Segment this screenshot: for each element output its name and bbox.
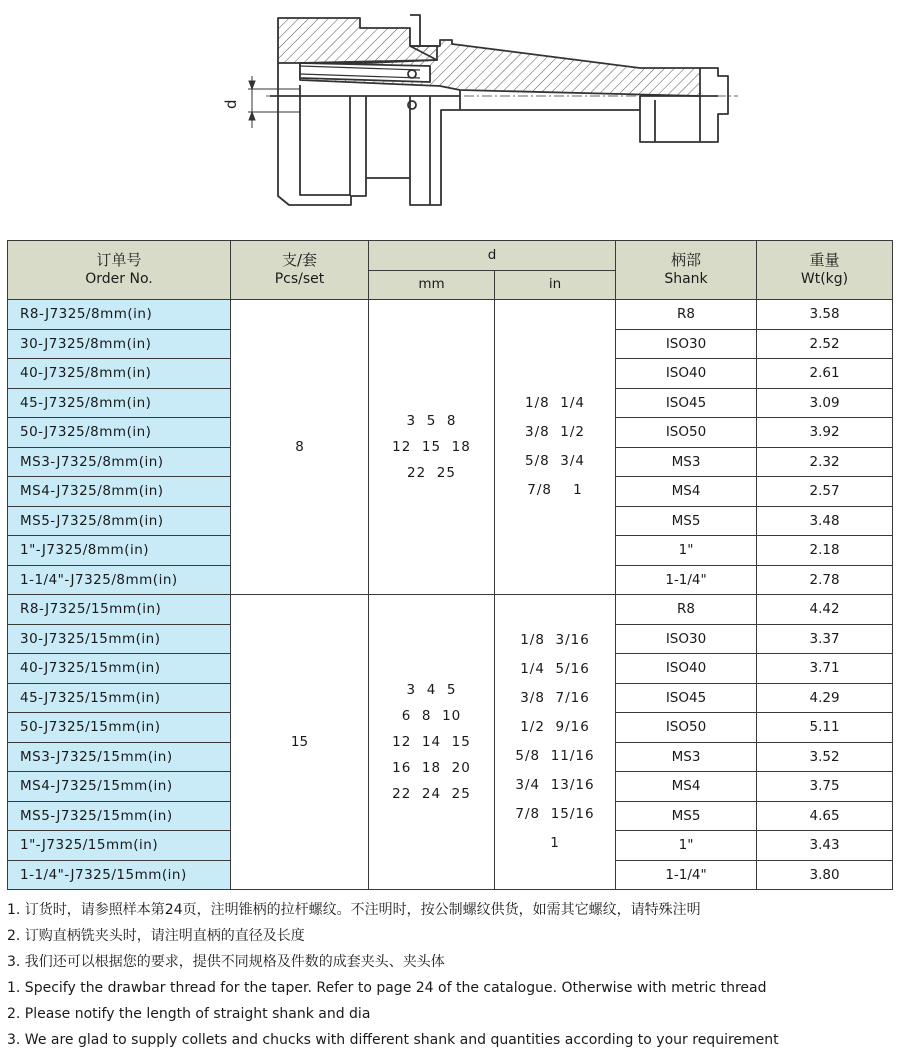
weight-cell: 3.52 bbox=[757, 742, 893, 772]
weight-cell: 3.80 bbox=[757, 860, 893, 890]
diameter-in-line: 7/8 15/16 bbox=[515, 806, 595, 822]
pcs-set-cell: 15 bbox=[231, 595, 369, 890]
diameter-in-line: 1/2 9/16 bbox=[520, 719, 590, 735]
diameter-mm-line: 3 4 5 bbox=[406, 682, 457, 698]
diameter-in-line: 1 bbox=[550, 835, 560, 851]
table-row bbox=[8, 300, 893, 330]
weight-cell: 4.65 bbox=[757, 801, 893, 831]
shank-cell: ISO30 bbox=[616, 329, 757, 359]
diameter-in-line: 3/4 13/16 bbox=[515, 777, 595, 793]
order-number-cell: MS3-J7325/8mm(in) bbox=[8, 447, 231, 477]
diameter-mm-line: 12 14 15 bbox=[392, 734, 471, 750]
order-number-cell: R8-J7325/8mm(in) bbox=[8, 300, 231, 330]
diameter-in-line: 3/8 1/2 bbox=[524, 424, 586, 440]
diameter-mm-line: 12 15 18 bbox=[392, 439, 471, 455]
shank-cell: 1-1/4" bbox=[616, 565, 757, 595]
note-en-3: 3. We are glad to supply collets and chucks with different shank and quantities according to your requirement bbox=[7, 1032, 779, 1048]
note-cn-2: 2. 订购直柄铣夹头时，请注明直柄的直径及长度 bbox=[7, 928, 305, 944]
note-en-1: 1. Specify the drawbar thread for the taper. Refer to page 24 of the catalogue. Otherwise with metric thread bbox=[7, 980, 767, 996]
order-number-cell: 30-J7325/15mm(in) bbox=[8, 624, 231, 654]
order-number-cell: 1"-J7325/8mm(in) bbox=[8, 536, 231, 566]
weight-cell: 2.18 bbox=[757, 536, 893, 566]
header-in: in bbox=[495, 270, 616, 300]
header-shank: 柄部 Shank bbox=[616, 241, 757, 300]
shank-cell: ISO30 bbox=[616, 624, 757, 654]
weight-cell: 3.58 bbox=[757, 300, 893, 330]
order-number-cell: 30-J7325/8mm(in) bbox=[8, 329, 231, 359]
order-number-cell: R8-J7325/15mm(in) bbox=[8, 595, 231, 625]
shank-cell: ISO50 bbox=[616, 418, 757, 448]
order-number-cell: MS4-J7325/8mm(in) bbox=[8, 477, 231, 507]
diameter-in-cell bbox=[495, 300, 616, 595]
order-number-cell: MS5-J7325/8mm(in) bbox=[8, 506, 231, 536]
weight-cell: 3.71 bbox=[757, 654, 893, 684]
header-weight: 重量 Wt(kg) bbox=[757, 241, 893, 300]
order-number-cell: 40-J7325/15mm(in) bbox=[8, 654, 231, 684]
weight-cell: 2.32 bbox=[757, 447, 893, 477]
diameter-mm-line: 22 24 25 bbox=[392, 786, 471, 802]
weight-cell: 2.78 bbox=[757, 565, 893, 595]
shank-cell: MS3 bbox=[616, 447, 757, 477]
order-number-cell: 40-J7325/8mm(in) bbox=[8, 359, 231, 389]
weight-cell: 3.37 bbox=[757, 624, 893, 654]
shank-cell: MS4 bbox=[616, 772, 757, 802]
notes bbox=[7, 897, 893, 1053]
diameter-in-line: 1/8 3/16 bbox=[520, 632, 590, 648]
collet-set-table bbox=[7, 240, 893, 890]
order-number-cell: 50-J7325/15mm(in) bbox=[8, 713, 231, 743]
order-number-cell: 1"-J7325/15mm(in) bbox=[8, 831, 231, 861]
weight-cell: 3.75 bbox=[757, 772, 893, 802]
weight-cell: 4.29 bbox=[757, 683, 893, 713]
shank-cell: 1-1/4" bbox=[616, 860, 757, 890]
diameter-in-line: 5/8 3/4 bbox=[524, 453, 586, 469]
diameter-mm-line: 6 8 10 bbox=[401, 708, 462, 724]
order-number-cell: 45-J7325/15mm(in) bbox=[8, 683, 231, 713]
diameter-mm-line: 3 5 8 bbox=[406, 413, 457, 429]
diameter-in-line: 3/8 7/16 bbox=[520, 690, 590, 706]
weight-cell: 3.92 bbox=[757, 418, 893, 448]
weight-cell: 3.43 bbox=[757, 831, 893, 861]
order-number-cell: 1-1/4"-J7325/15mm(in) bbox=[8, 860, 231, 890]
diameter-in-cell bbox=[495, 595, 616, 890]
order-number-cell: MS4-J7325/15mm(in) bbox=[8, 772, 231, 802]
shank-cell: MS5 bbox=[616, 801, 757, 831]
shank-cell: ISO45 bbox=[616, 683, 757, 713]
diameter-mm-line: 16 18 20 bbox=[392, 760, 471, 776]
note-en-2: 2. Please notify the length of straight shank and dia bbox=[7, 1006, 371, 1022]
diameter-in-line: 7/8 1 bbox=[527, 482, 583, 498]
diameter-mm-cell bbox=[369, 595, 495, 890]
shank-cell: ISO50 bbox=[616, 713, 757, 743]
header-order-no: 订单号 Order No. bbox=[8, 241, 231, 300]
order-number-cell: 50-J7325/8mm(in) bbox=[8, 418, 231, 448]
diameter-mm-line: 22 25 bbox=[407, 465, 456, 481]
shank-cell: ISO40 bbox=[616, 359, 757, 389]
weight-cell: 3.48 bbox=[757, 506, 893, 536]
weight-cell: 4.42 bbox=[757, 595, 893, 625]
table-header-row bbox=[8, 241, 893, 271]
order-number-cell: MS5-J7325/15mm(in) bbox=[8, 801, 231, 831]
diameter-in-line: 1/4 5/16 bbox=[520, 661, 590, 677]
weight-cell: 2.61 bbox=[757, 359, 893, 389]
shank-cell: MS4 bbox=[616, 477, 757, 507]
shank-cell: ISO40 bbox=[616, 654, 757, 684]
collet-chuck-drawing bbox=[0, 0, 900, 232]
dimension-d-label: d bbox=[222, 99, 240, 109]
weight-cell: 5.11 bbox=[757, 713, 893, 743]
order-number-cell: MS3-J7325/15mm(in) bbox=[8, 742, 231, 772]
shank-cell: R8 bbox=[616, 595, 757, 625]
diameter-in-line: 1/8 1/4 bbox=[524, 395, 586, 411]
weight-cell: 2.57 bbox=[757, 477, 893, 507]
shank-cell: 1" bbox=[616, 831, 757, 861]
pcs-set-cell: 8 bbox=[231, 300, 369, 595]
header-mm: mm bbox=[369, 270, 495, 300]
note-cn-1: 1. 订货时，请参照样本第24页，注明锥柄的拉杆螺纹。不注明时，按公制螺纹供货，如需其它螺纹，请特殊注明 bbox=[7, 902, 701, 918]
shank-cell: 1" bbox=[616, 536, 757, 566]
order-number-cell: 45-J7325/8mm(in) bbox=[8, 388, 231, 418]
order-number-cell: 1-1/4"-J7325/8mm(in) bbox=[8, 565, 231, 595]
table-row bbox=[8, 595, 893, 625]
header-pcs-set: 支/套 Pcs/set bbox=[231, 241, 369, 300]
diameter-in-line: 5/8 11/16 bbox=[515, 748, 595, 764]
shank-cell: MS3 bbox=[616, 742, 757, 772]
weight-cell: 3.09 bbox=[757, 388, 893, 418]
header-d: d bbox=[369, 241, 616, 271]
shank-cell: MS5 bbox=[616, 506, 757, 536]
diameter-mm-cell bbox=[369, 300, 495, 595]
weight-cell: 2.52 bbox=[757, 329, 893, 359]
shank-cell: R8 bbox=[616, 300, 757, 330]
shank-cell: ISO45 bbox=[616, 388, 757, 418]
note-cn-3: 3. 我们还可以根据您的要求，提供不同规格及件数的成套夹头、夹头体 bbox=[7, 954, 445, 970]
